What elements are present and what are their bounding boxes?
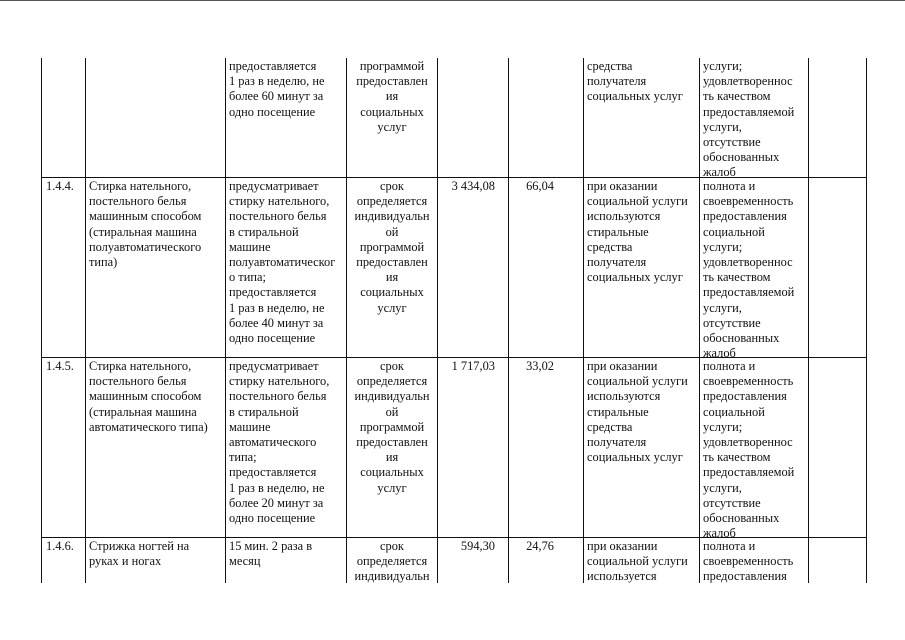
table-border-left: [41, 58, 42, 583]
cell-name: Стрижка ногтей на руках и ногах: [89, 539, 190, 569]
column-divider: [85, 58, 86, 583]
cell-periodicity: предоставляется 1 раз в неделю, не более 60 минут за одно посещение: [229, 59, 325, 119]
cell-number: 1.4.5.: [46, 359, 74, 373]
cell-quality: услуги; удовлетвореннос ть качеством предоставляемой услуги, отсутствие обоснованных жалоб: [703, 59, 795, 180]
column-divider: [508, 58, 509, 583]
cell-conditions: при оказании социальной услуги используются стиральные средства получателя социальных услуг: [587, 179, 688, 285]
column-divider: [346, 58, 347, 583]
cell-name: Стирка нательного, постельного белья машинным способом (стиральная машина автоматического типа): [89, 359, 208, 434]
cell-periodicity: предусматривает стирку нательного, постельного белья в стиральной машине автоматического типа; предоставляется 1 раз в неделю, не более 20 минут за одно посещение: [229, 359, 330, 526]
cell-quality: полнота и своевременность предоставления социальной услуги; удовлетвореннос ть качеством предоставляемой услуги, отсутствие обоснованных жалоб: [703, 179, 795, 361]
cell-conditions: средства получателя социальных услуг: [587, 59, 683, 104]
cell-tariff: 594,30: [460, 539, 495, 553]
cell-quality: полнота и своевременность предоставления социальной услуги; удовлетвореннос ть качеством предоставляемой услуги, отсутствие обоснованных жалоб: [703, 359, 795, 541]
cell-name: Стирка нательного, постельного белья машинным способом (стиральная машина полуавтоматического типа): [89, 179, 202, 270]
cell-periodicity: 15 мин. 2 раза в месяц: [229, 539, 313, 569]
column-divider: [225, 58, 226, 583]
cell-number: 1.4.6.: [46, 539, 74, 553]
cell-periodicity: предусматривает стирку нательного, постельного белья в стиральной машине полуавтоматическог о типа; предоставляется 1 раз в неделю, не более 40 минут за одно посещение: [229, 179, 336, 346]
cell-quality: полнота и своевременность предоставления: [703, 539, 794, 584]
table-border-right: [866, 58, 867, 583]
cell-conditions: при оказании социальной услуги используется: [587, 539, 688, 584]
cell-number: 1.4.4.: [46, 179, 74, 193]
cell-cost: 66,04: [526, 179, 554, 193]
cell-cost: 24,76: [526, 539, 554, 553]
column-divider: [437, 58, 438, 583]
cell-cost: 33,02: [526, 359, 554, 373]
cell-term: срок определяется индивидуальн ой программой предоставлен ия социальных услуг: [354, 179, 430, 315]
cell-tariff: 1 717,03: [451, 359, 495, 373]
cell-tariff: 3 434,08: [451, 179, 495, 193]
cell-term: срок определяется индивидуальн ой программой предоставлен ия социальных услуг: [354, 359, 430, 495]
column-divider: [583, 58, 584, 583]
column-divider: [699, 58, 700, 583]
cell-conditions: при оказании социальной услуги используются стиральные средства получателя социальных услуг: [587, 359, 688, 465]
cell-term: срок определяется индивидуальн: [354, 539, 430, 584]
cell-term: программой предоставлен ия социальных услуг: [356, 59, 428, 134]
